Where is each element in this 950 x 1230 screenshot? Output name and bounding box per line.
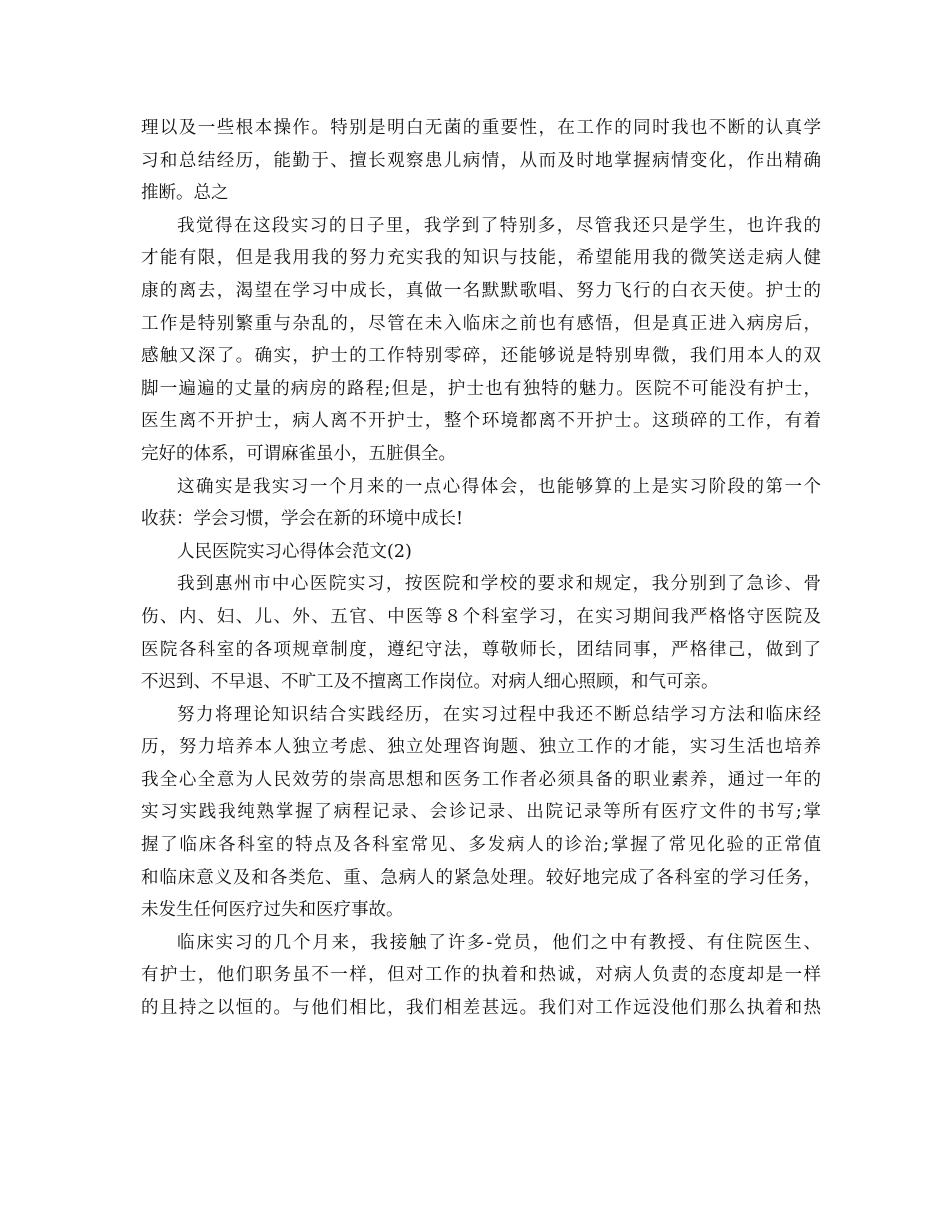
text-line: 我到惠州市中心医院实习，按医院和学校的要求和规定，我分别到了急诊、骨 xyxy=(177,574,821,595)
text-line: 康的离去，渴望在学习中成长，真做一名默默歌唱、努力飞行的白衣天使。护士的 xyxy=(141,280,821,301)
text-line: 人民医院实习心得体会范文(2) xyxy=(177,541,412,562)
text-line: 和临床意义及和各类危、重、急病人的紧急处理。较好地完成了各科室的学习任务， xyxy=(141,867,821,888)
text-line: 医生离不开护士，病人离不开护士，整个环境都离不开护士。这琐碎的工作，有着 xyxy=(141,411,821,432)
text-line: 感触又深了。确实，护士的工作特别零碎，还能够说是特别卑微，我们用本人的双 xyxy=(141,346,821,367)
text-line: 伤、内、妇、儿、外、五官、中医等８个科室学习，在实习期间我严格恪守医院及 xyxy=(141,606,821,627)
text-line: 不迟到、不早退、不旷工及不擅离工作岗位。对病人细心照顾，和气可亲。 xyxy=(141,672,719,693)
text-line: 握了临床各科室的特点及各科室常见、多发病人的诊治;掌握了常见化验的正常值 xyxy=(141,835,821,856)
text-line: 理以及一些根本操作。特别是明白无菌的重要性，在工作的同时我也不断的认真学 xyxy=(141,118,821,138)
text-line: 未发生任何医疗过失和医疗事故。 xyxy=(141,900,404,921)
text-line: 收获：学会习惯，学会在新的环境中成长! xyxy=(141,509,464,530)
text-line: 习和总结经历，能勤于、擅长观察患儿病情，从而及时地掌握病情变化，作出精确 xyxy=(141,150,821,171)
text-line: 我觉得在这段实习的日子里，我学到了特别多，尽管我还只是学生，也许我的 xyxy=(177,215,821,236)
text-line: 实习实践我纯熟掌握了病程记录、会诊记录、出院记录等所有医疗文件的书写;掌 xyxy=(141,802,821,823)
text-line: 才能有限，但是我用我的努力充实我的知识与技能，希望能用我的微笑送走病人健 xyxy=(141,248,821,269)
text-line: 历，努力培养本人独立考虑、独立处理咨询题、独立工作的才能，实习生活也培养 xyxy=(141,737,821,758)
document-body xyxy=(141,112,821,1025)
text-line: 脚一遍遍的丈量的病房的路程;但是，护士也有独特的魅力。医院不可能没有护士， xyxy=(141,378,821,399)
text-line: 努力将理论知识结合实践经历，在实习过程中我还不断总结学习方法和临床经 xyxy=(177,704,821,725)
text-line: 的且持之以恒的。与他们相比，我们相差甚远。我们对工作远没他们那么执着和热 xyxy=(141,998,821,1019)
text-line: 这确实是我实习一个月来的一点心得体会，也能够算的上是实习阶段的第一个 xyxy=(177,476,821,497)
text-line: 完好的体系，可谓麻雀虽小，五脏俱全。 xyxy=(141,443,456,464)
text-line: 有护士，他们职务虽不一样，但对工作的执着和热诚，对病人负责的态度却是一样 xyxy=(141,965,821,986)
text-line: 临床实习的几个月来，我接触了许多-党员，他们之中有教授、有住院医生、 xyxy=(177,932,821,953)
text-line: 推断。总之 xyxy=(141,183,229,204)
text-line: 医院各科室的各项规章制度，遵纪守法，尊敬师长，团结同事，严格律己，做到了 xyxy=(141,639,821,660)
text-line: 工作是特别繁重与杂乱的，尽管在未入临床之前也有感悟，但是真正进入病房后， xyxy=(141,313,821,334)
text-line: 我全心全意为人民效劳的崇高思想和医务工作者必须具备的职业素养，通过一年的 xyxy=(141,769,821,790)
